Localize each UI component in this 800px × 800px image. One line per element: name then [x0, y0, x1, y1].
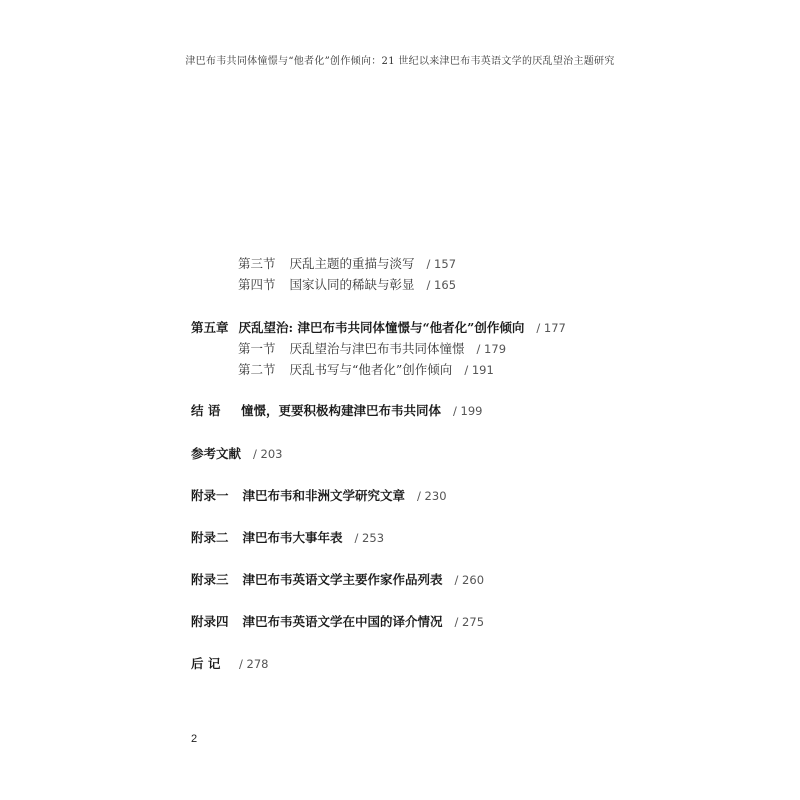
toc-entry-label: 结 语: [191, 403, 221, 418]
toc-entry-page: / 203: [253, 447, 283, 461]
toc-entry-label: 第五章: [191, 320, 229, 335]
toc-entry-page: / 230: [417, 489, 447, 503]
toc-entry-section-3[interactable]: [238, 256, 456, 272]
toc-entry-afterword[interactable]: [191, 656, 268, 672]
toc-entry-title: 厌乱主题的重描与淡写: [289, 256, 415, 271]
toc-entry-chapter-5[interactable]: [191, 320, 566, 336]
toc-entry-page: / 191: [464, 363, 494, 377]
toc-entry-label: 第三节: [238, 256, 276, 271]
toc-entry-page: / 278: [239, 657, 269, 671]
toc-entry-page: / 253: [354, 531, 385, 545]
toc-entry-page: / 179: [476, 342, 507, 356]
toc-entry-label: 附录二: [191, 530, 229, 545]
toc-entry-title: 厌乱望治与津巴布韦共同体憧憬: [289, 341, 465, 356]
toc-entry-title: 憧憬，更要积极构建津巴布韦共同体: [241, 403, 442, 418]
toc-entry-title: 国家认同的稀缺与彰显: [289, 277, 415, 292]
toc-entry-page: / 157: [426, 257, 457, 271]
toc-entry-title: 津巴布韦和非洲文学研究文章: [242, 488, 406, 503]
toc-entry-page: / 177: [536, 321, 566, 335]
toc-entry-section-1[interactable]: [238, 341, 506, 357]
toc-entry-page: / 260: [454, 573, 485, 587]
toc-entry-title: 厌乱书写与“他者化”创作倾向: [289, 362, 453, 377]
running-header: 津巴布韦共同体憧憬与“他者化”创作倾向：21 世纪以来津巴布韦英语文学的厌乱望治主题研究: [185, 56, 615, 67]
toc-entry-page: / 165: [426, 278, 457, 292]
toc-entry-section-2[interactable]: [238, 362, 494, 378]
toc-entry-label: 后 记: [191, 656, 221, 671]
toc-entry-label: 第二节: [238, 362, 276, 377]
toc-entry-appendix-1[interactable]: [191, 488, 447, 504]
toc-entry-label: 附录三: [191, 572, 229, 587]
toc-entry-title: 津巴布韦大事年表: [242, 530, 343, 545]
page-number: 2: [191, 733, 198, 745]
toc-entry-section-4[interactable]: [238, 277, 456, 293]
toc-entry-label: 第一节: [238, 341, 276, 356]
toc-entry-title: 津巴布韦英语文学在中国的译介情况: [242, 614, 443, 629]
toc-entry-label: 附录一: [191, 488, 229, 503]
toc-entry-label: 附录四: [191, 614, 229, 629]
toc-entry-title: 厌乱望治: 津巴布韦共同体憧憬与“他者化”创作倾向: [238, 320, 525, 335]
toc-entry-label: 参考文献: [191, 446, 242, 461]
toc-entry-conclusion[interactable]: [191, 403, 483, 419]
toc-entry-appendix-4[interactable]: [191, 614, 484, 630]
toc-entry-title: 津巴布韦英语文学主要作家作品列表: [242, 572, 443, 587]
toc-entry-appendix-2[interactable]: [191, 530, 384, 546]
toc-entry-page: / 275: [454, 615, 485, 629]
toc-entry-references[interactable]: [191, 446, 283, 462]
toc-entry-label: 第四节: [238, 277, 276, 292]
toc-entry-appendix-3[interactable]: [191, 572, 484, 588]
toc-entry-page: / 199: [453, 404, 483, 418]
